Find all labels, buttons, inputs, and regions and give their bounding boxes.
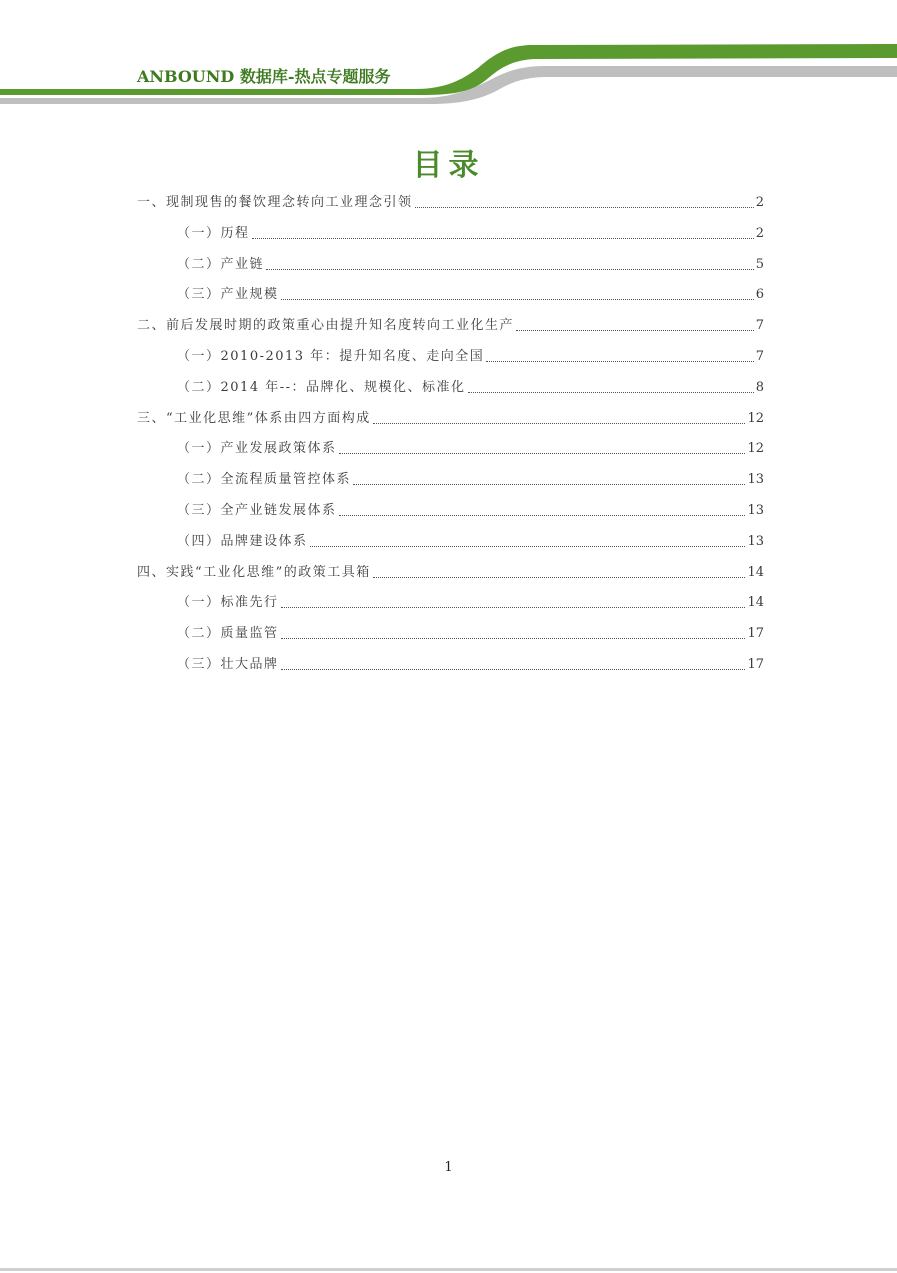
toc-dot-leader <box>373 576 746 578</box>
toc-entry-page: 7 <box>755 349 764 364</box>
toc-entry-section[interactable] <box>177 593 764 613</box>
toc-entry-page: 13 <box>747 503 764 518</box>
toc-entry-chapter[interactable] <box>137 409 764 429</box>
toc-dot-leader <box>373 422 746 424</box>
toc-entry-label: （二）2014 年--：品牌化、规模化、标准化 <box>177 379 466 395</box>
toc-entry-chapter[interactable] <box>137 563 764 583</box>
page-number: 1 <box>444 1160 453 1175</box>
toc-entry-section[interactable] <box>177 532 764 552</box>
toc-entry-section[interactable] <box>177 255 764 275</box>
toc-entry-page: 5 <box>755 256 764 272</box>
toc-dot-leader <box>281 606 746 608</box>
toc-entry-label: 三、“工业化思维”体系由四方面构成 <box>137 410 371 426</box>
toc-entry-page: 13 <box>747 533 764 549</box>
toc-entry-label: （一）产业发展政策体系 <box>177 441 337 457</box>
toc-entry-section[interactable] <box>177 470 764 490</box>
toc-entry-page: 14 <box>747 564 764 580</box>
toc-dot-leader <box>310 545 746 547</box>
toc-entry-page: 14 <box>747 595 764 611</box>
toc-dot-leader <box>516 329 754 331</box>
toc-entry-label: （二）产业链 <box>177 256 265 272</box>
toc-entry-page: 12 <box>747 410 764 426</box>
toc-entry-chapter[interactable] <box>137 193 764 213</box>
toc-dot-leader <box>281 668 746 670</box>
toc-entry-page: 7 <box>755 318 764 334</box>
toc-entry-label: （一）历程 <box>177 225 250 241</box>
toc-dot-leader <box>353 483 745 485</box>
toc-entry-section[interactable] <box>177 655 764 675</box>
toc-entry-label: （三）壮大品牌 <box>177 657 279 672</box>
header-swoosh-graphic <box>0 0 897 110</box>
page-header <box>0 0 897 110</box>
toc-entry-label: （三）全产业链发展体系 <box>177 503 337 518</box>
toc-entry-section[interactable] <box>177 347 764 367</box>
toc-dot-leader <box>339 514 746 516</box>
toc-dot-leader <box>252 237 754 239</box>
toc-entry-label: 二、前后发展时期的政策重心由提升知名度转向工业化生产 <box>137 318 515 334</box>
toc-entry-page: 8 <box>755 379 764 395</box>
toc-entry-page: 17 <box>747 626 764 642</box>
toc-entry-page: 2 <box>755 195 764 210</box>
toc-dot-leader <box>415 206 754 208</box>
toc-dot-leader <box>468 391 754 393</box>
toc-entry-chapter[interactable] <box>137 316 764 336</box>
toc-entry-page: 2 <box>755 225 764 241</box>
toc-entry-section[interactable] <box>177 439 764 459</box>
toc-entry-section[interactable] <box>177 285 764 305</box>
toc-entry-page: 12 <box>747 441 764 457</box>
toc-dot-leader <box>266 268 754 270</box>
toc-dot-leader <box>281 637 746 639</box>
toc-entry-page: 6 <box>755 287 764 303</box>
toc-dot-leader <box>486 360 754 362</box>
toc-entry-section[interactable] <box>177 378 764 398</box>
header-title: ANBOUND 数据库-热点专题服务 <box>137 67 391 86</box>
toc-entry-label: （二）质量监管 <box>177 626 279 642</box>
bottom-rule <box>0 1268 897 1271</box>
toc-dot-leader <box>281 298 754 300</box>
toc-title: 目录 <box>412 148 485 183</box>
toc-dot-leader <box>339 452 746 454</box>
toc-entry-label: （二）全流程质量管控体系 <box>177 472 352 488</box>
toc-entry-label: （四）品牌建设体系 <box>177 533 308 549</box>
toc-entry-section[interactable] <box>177 224 764 244</box>
toc-entry-page: 13 <box>747 472 764 488</box>
toc-entry-page: 17 <box>747 657 764 672</box>
toc-entry-label: （一）标准先行 <box>177 595 279 611</box>
toc-entry-label: （三）产业规模 <box>177 287 279 303</box>
toc-entry-section[interactable] <box>177 501 764 521</box>
toc-entry-section[interactable] <box>177 624 764 644</box>
toc-entry-label: 一、现制现售的餐饮理念转向工业理念引领 <box>137 195 413 210</box>
toc-entry-label: （一）2010-2013 年：提升知名度、走向全国 <box>177 349 485 364</box>
toc-entry-label: 四、实践“工业化思维”的政策工具箱 <box>137 564 371 580</box>
